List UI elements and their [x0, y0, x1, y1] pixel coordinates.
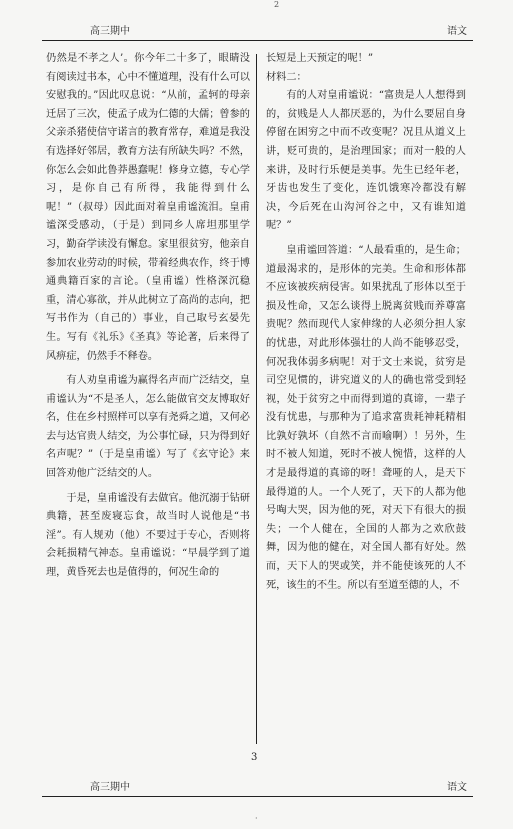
header-left-label: 高三期中: [90, 26, 130, 37]
bottom-page-mark: ·: [255, 814, 258, 823]
right-paragraph-1: 长短是上天预定的呢！”: [266, 53, 374, 64]
left-paragraph-2: 有人劝皇甫谧为赢得名声而广泛结交，皇甫谧认为“不是圣人，怎么能做官交友博取好名，住在乡村照样可以享有尧舜之道，又何必去与达官贵人结交，为公事忙碌，只为得到好名声呢？”（于是皇甫谧）写了《玄守论》来回答劝他广泛结交的人。: [46, 375, 250, 480]
column-divider: [256, 54, 257, 744]
left-paragraph-1: 仍然是不孝之人’。你今年二十多了，眼睛没有阅读过书本，心中不懂道理，没有什么可以安慰我的。”因此叹息说：“从前，孟轲的母亲迁居了三次，使孟子成为仁德的大儒；曾参的父亲杀猪使信守诺言的教育常存，难道是我没有选择好邻居，教育方法有所缺失吗？不然，你怎么会如此鲁莽愚蠢呢！修身立德，专心学习，是你自己有所得，我能得到什么呢！”（叔母）因此面对着皇甫谧流泪。皇甫谧深受感动，（于是）到同乡人席坦那里学习，勤奋学读没有懈怠。家里很贫穷，他亲自参加农业劳动的时候，带着经典农作，终于博通典籍百家的言论。（皇甫谧）性格深沉稳重，清心寡欲，并从此树立了高尚的志向，把写书作为（自己的）事业，自己取号玄晏先生。写有《礼乐》《圣真》等论著，后来得了风痹症，仍然手不释卷。: [46, 53, 250, 362]
section-heading-material-2: 材料二：: [266, 71, 307, 83]
left-column: [46, 50, 250, 583]
left-paragraph-3: 于是，皇甫谧没有去做官。他沉溺于钻研典籍，甚至废寝忘食，故当时人说他是“书淫”。有人规劝（他）不要过于专心，否则将会耗损精气神态。皇甫谧说：“早晨学到了道理，黄昏死去也是值得的，何况生命的: [46, 492, 250, 579]
footer-left-label: 高三期中: [90, 782, 130, 793]
page-number: 3: [251, 752, 258, 763]
page-footer: [42, 782, 473, 797]
right-paragraph-2: 有的人对皇甫谧说：“富贵是人人想得到的，贫贱是人人都厌恶的，为什么要屈自身停留在困穷之中而不改变呢？况且从道义上讲，贬可贵的，是治理国家；而对一般的人来讲，及时行乐便是美事。先生已经年老，牙齿也发生了变化，连饥饿寒冷都没有解决，今后死在山沟河谷之中，又有谁知道呢？”: [266, 90, 466, 232]
right-paragraph-3: 皇甫谧回答道：“人最看重的，是生命；道最渴求的，是形体的完美。生命和形体都不应该被疾病侵害。如果扰乱了形体以至于损及性命，又怎么谈得上脱离贫贱而养尊富贵呢？然而现代人家伸缘的人必须分担人家的忧患，对此形体强壮的人尚不能够忍受，何况我体弱多病呢！对于文士来说，贫穷是司空见惯的，讲究道义的人的确也常受到轻视，处于贫穷之中而得到道的真谛，一辈子没有忧患，与那种为了追求富贵耗神耗精相比孰好孰坏（自然不言而喻啊）！另外，生时不被人知道，死时不被人惋惜，这样的人才是最得道的真谛的呀！聋哑的人，是天下最得道的人。一个人死了，天下的人都为他号啕大哭，因为他的死，对天下有很大的损失；一个人健在，全国的人都为之欢欣鼓舞，因为他的健在，对全国人都有好处。然而，天下人的哭或笑，并不能使该死的人不死，该生的不生。所以有至道至德的人，不: [266, 244, 466, 591]
footer-right-label: 语文: [447, 782, 467, 793]
right-column: [266, 50, 466, 595]
header-right-label: 语文: [447, 26, 467, 37]
page-header: [42, 26, 473, 41]
top-page-mark: 2: [274, 0, 280, 9]
